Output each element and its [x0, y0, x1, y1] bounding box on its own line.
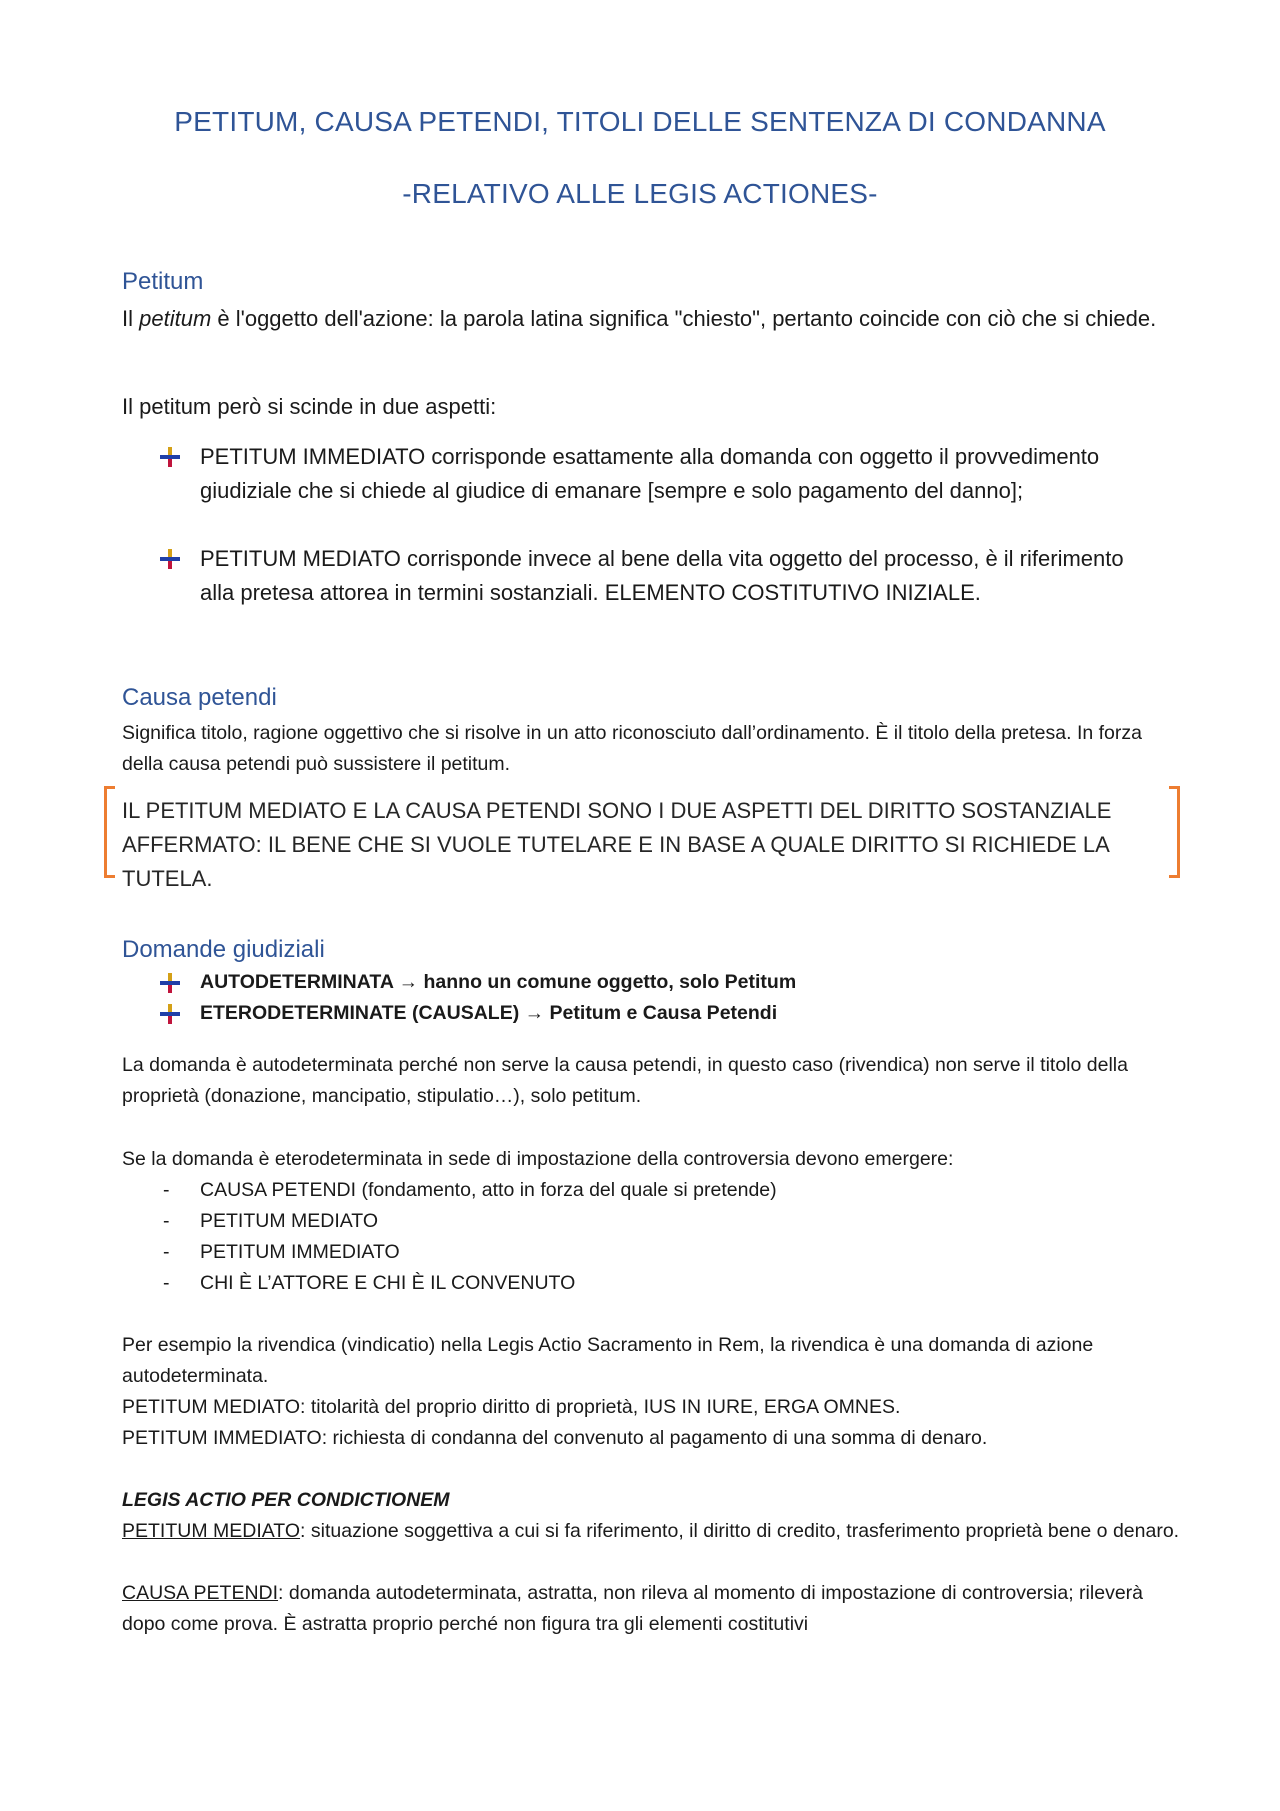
condictio-causa-petendi: CAUSA PETENDI: domanda autodeterminata, astratta, non rileva al momento di impostazione di controversia; rileverà dopo come prova. È astratta proprio perché non figura tra gli elementi costitutivi — [122, 1582, 1143, 1635]
dash-item: PETITUM IMMEDIATO — [200, 1241, 400, 1263]
condictio-petitum-mediato: PETITUM MEDIATO: situazione soggettiva a cui si fa riferimento, il diritto di credito, trasferimento proprietà bene o denaro. — [122, 1520, 1180, 1542]
cross-bullet-icon — [160, 549, 180, 569]
cross-bullet-icon — [160, 447, 180, 467]
highlight-quote — [104, 786, 1180, 891]
cross-bullet-icon — [160, 1004, 180, 1024]
petitum-split-text: Il petitum però si scinde in due aspetti: — [122, 394, 497, 419]
dash-bullet: - — [163, 1179, 170, 1201]
quote-bracket-right — [1169, 786, 1180, 878]
dash-bullet: - — [163, 1241, 170, 1263]
section-heading-petitum: Petitum — [122, 268, 204, 295]
domande-paragraph-2: Se la domanda è eterodeterminata in sede di impostazione della controversia devono emergere: — [122, 1148, 954, 1170]
causa-petendi-text: Significa titolo, ragione oggettivo che si risolve in un atto riconosciuto dall’ordinamento. È il titolo della pretesa. In forza della causa petendi può sussistere il petitum. — [122, 722, 1142, 775]
condictio-heading: LEGIS ACTIO PER CONDICTIONEM — [122, 1489, 450, 1511]
dash-item: CAUSA PETENDI (fondamento, atto in forza del quale si pretende) — [200, 1179, 777, 1201]
domande-paragraph-3: Per esempio la rivendica (vindicatio) nella Legis Actio Sacramento in Rem, la rivendica è una domanda di azione autodeterminata. — [122, 1334, 1094, 1387]
domande-bullet-autodeterminata: AUTODETERMINATA → hanno un comune oggetto, solo Petitum — [200, 971, 797, 993]
quote-text: IL PETITUM MEDIATO E LA CAUSA PETENDI SONO I DUE ASPETTI DEL DIRITTO SOSTANZIALE AFFERMATO: IL BENE CHE SI VUOLE TUTELARE E IN BASE A QUALE DIRITTO SI RICHIEDE LA TUTELA. — [122, 798, 1112, 891]
petitum-intro: Il petitum è l'oggetto dell'azione: la parola latina significa "chiesto", pertanto coincide con ciò che si chiede. — [122, 306, 1157, 331]
dash-bullet: - — [163, 1210, 170, 1232]
domande-paragraph-5: PETITUM IMMEDIATO: richiesta di condanna del convenuto al pagamento di una somma di denaro. — [122, 1427, 988, 1449]
dash-item: PETITUM MEDIATO — [200, 1210, 379, 1232]
dash-bullet: - — [163, 1272, 170, 1294]
cross-bullet-icon — [160, 973, 180, 993]
domande-bullet-eterodeterminate: ETERODETERMINATE (CAUSALE) → Petitum e Causa Petendi — [200, 1002, 778, 1024]
dash-item: CHI È L’ATTORE E CHI È IL CONVENUTO — [200, 1272, 576, 1294]
petitum-bullet-immediato: PETITUM IMMEDIATO corrisponde esattamente alla domanda con oggetto il provvedimento giudiziale che si chiede al giudice di emanare [sempre e solo pagamento del danno]; — [200, 444, 1100, 503]
page-title: PETITUM, CAUSA PETENDI, TITOLI DELLE SENTENZA DI CONDANNA — [174, 106, 1106, 137]
section-heading-causa-petendi: Causa petendi — [122, 684, 277, 711]
page-subtitle: -RELATIVO ALLE LEGIS ACTIONES- — [402, 178, 878, 209]
quote-bracket-left — [104, 786, 115, 878]
domande-paragraph-4: PETITUM MEDIATO: titolarità del proprio diritto di proprietà, IUS IN IURE, ERGA OMNES. — [122, 1396, 901, 1418]
petitum-bullet-mediato: PETITUM MEDIATO corrisponde invece al bene della vita oggetto del processo, è il riferimento alla pretesa attorea in termini sostanziali. ELEMENTO COSTITUTIVO INIZIALE. — [200, 546, 1124, 605]
section-heading-domande-giudiziali: Domande giudiziali — [122, 936, 325, 963]
domande-paragraph-1: La domanda è autodeterminata perché non serve la causa petendi, in questo caso (rivendica) non serve il titolo della proprietà (donazione, mancipatio, stipulatio…), solo petitum. — [122, 1054, 1128, 1107]
